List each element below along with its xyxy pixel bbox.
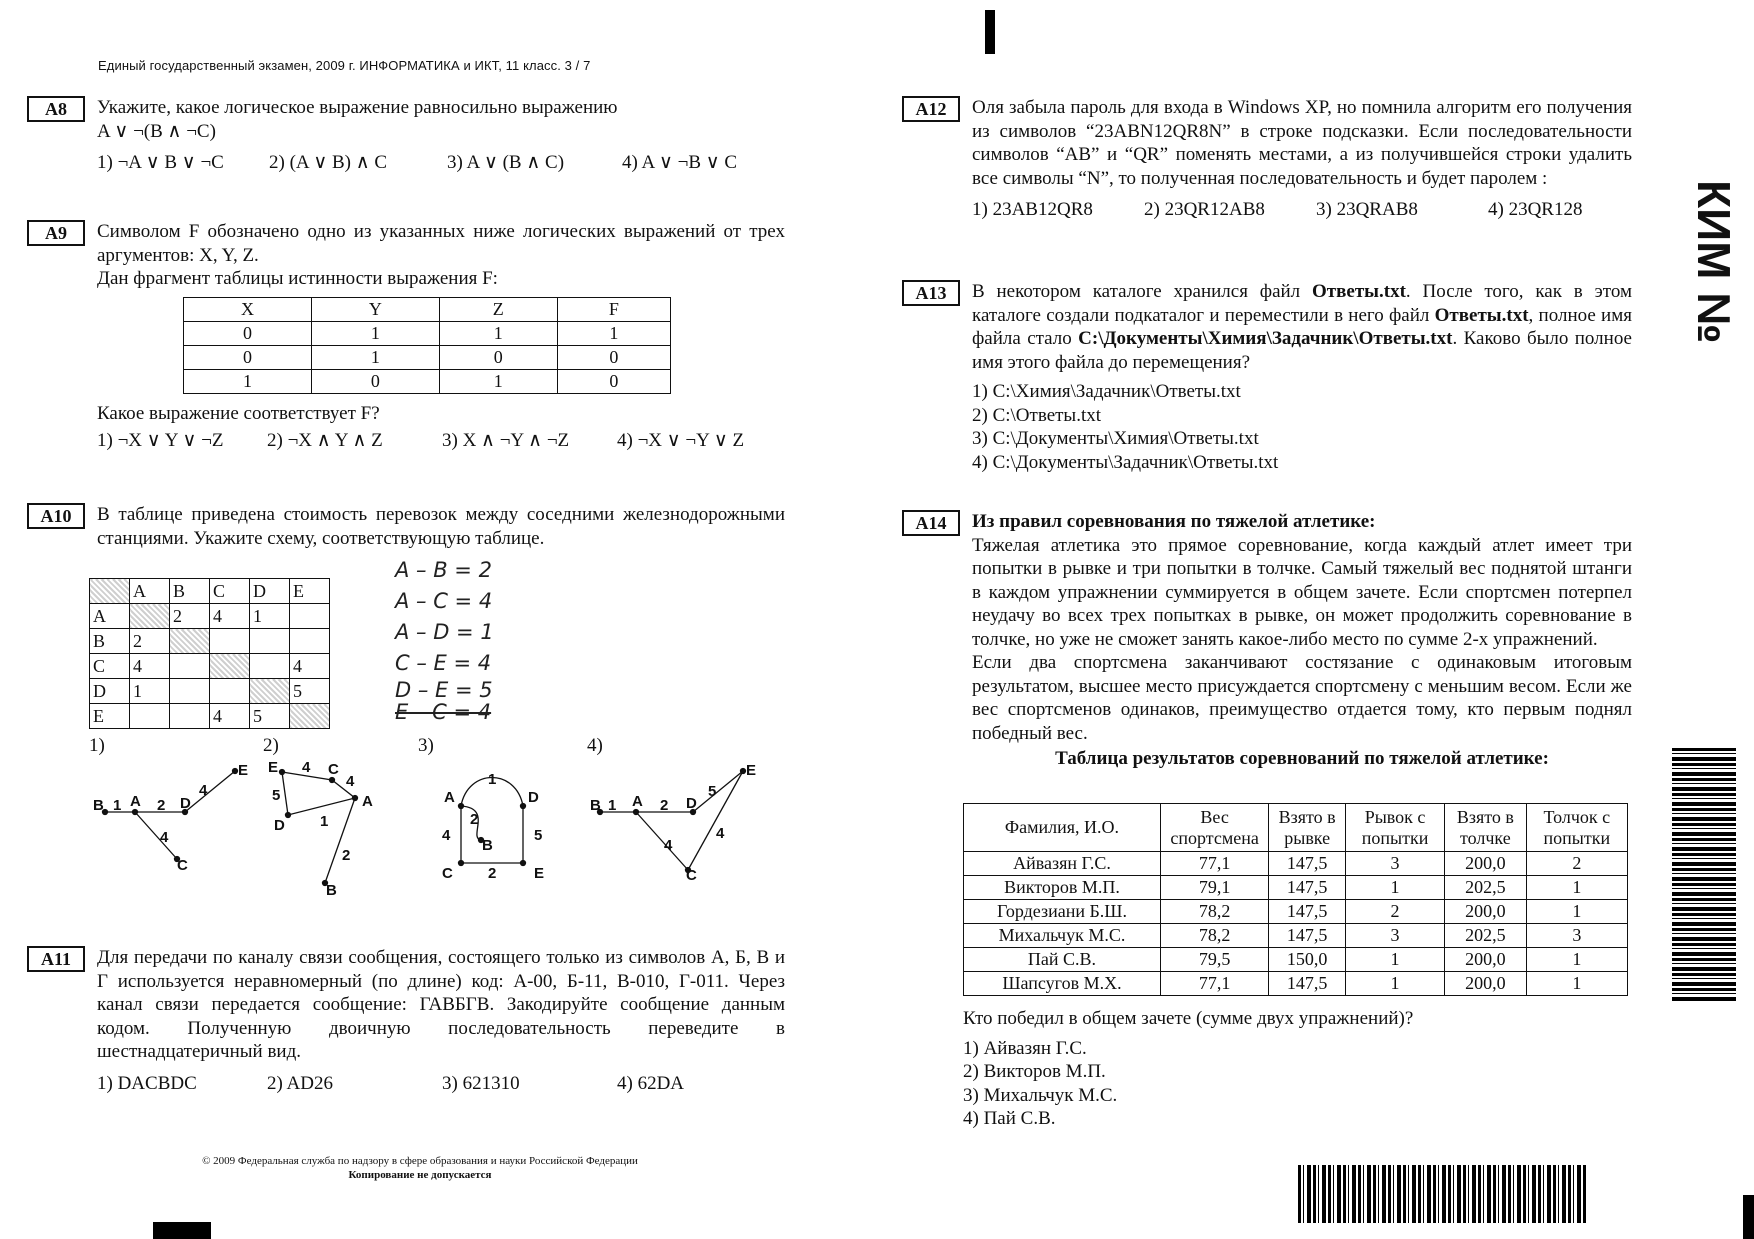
- table-cell: 1: [557, 321, 670, 345]
- svg-text:A: A: [444, 789, 455, 806]
- svg-text:E: E: [746, 762, 757, 779]
- table-cell: [250, 654, 290, 679]
- task-label: A9: [27, 220, 85, 246]
- task-label: A11: [27, 946, 85, 972]
- table-cell: 1: [439, 321, 557, 345]
- task-title: Из правил соревнования по тяжелой атлетике:: [972, 511, 1376, 532]
- svg-text:4: 4: [442, 827, 451, 844]
- table-row: [184, 345, 671, 369]
- table-cell: 2: [170, 604, 210, 629]
- table-cell: [130, 604, 170, 629]
- table-cell: A: [90, 604, 130, 629]
- table-header-cell: A: [130, 579, 170, 604]
- table-cell: 147,5: [1269, 924, 1346, 948]
- svg-text:1: 1: [488, 771, 497, 788]
- truth-table: [183, 297, 671, 394]
- table-cell: 3: [1346, 852, 1445, 876]
- page-footer: [150, 1155, 690, 1182]
- handwritten-notes: [395, 555, 494, 723]
- option-1[interactable]: 1) ¬X ∨ Y ∨ ¬Z: [97, 430, 224, 452]
- table-cell: 1: [250, 604, 290, 629]
- option-3[interactable]: 3) Михальчук М.С.: [963, 1084, 1118, 1106]
- table-cell: D: [90, 679, 130, 704]
- table-cell: 200,0: [1445, 948, 1527, 972]
- task-text: Укажите, какое логическое выражение равносильно выражению: [97, 97, 618, 118]
- svg-text:A: A: [632, 793, 643, 810]
- svg-text:E: E: [534, 865, 545, 882]
- table-header-cell: Взято в толчке: [1445, 804, 1527, 852]
- svg-text:C: C: [177, 857, 188, 874]
- task-label: A13: [902, 280, 960, 306]
- graph-option-3[interactable]: [438, 768, 558, 883]
- table-cell: 4: [290, 654, 330, 679]
- table-cell: 3: [1346, 924, 1445, 948]
- table-cell: Айвазян Г.С.: [964, 852, 1161, 876]
- option-1[interactable]: 1) 23AB12QR8: [972, 199, 1093, 221]
- option-label[interactable]: 1): [89, 735, 105, 756]
- table-cell: 78,2: [1161, 924, 1269, 948]
- svg-text:C: C: [686, 867, 697, 880]
- table-header-cell: E: [290, 579, 330, 604]
- table-header-cell: Взято в рывке: [1269, 804, 1346, 852]
- table-row: [964, 852, 1628, 876]
- table-cell: 200,0: [1445, 852, 1527, 876]
- svg-text:B: B: [326, 882, 337, 895]
- handwritten-note: E – C = 4: [395, 700, 492, 724]
- handwritten-note: A – D = 1: [395, 620, 494, 644]
- option-4[interactable]: 4) A ∨ ¬B ∨ C: [622, 152, 738, 174]
- task-expression: A ∨ ¬(B ∧ ¬C): [97, 120, 216, 142]
- table-title: Таблица результатов соревнований по тяжелой атлетике:: [1055, 748, 1549, 770]
- table-cell: 2: [1346, 900, 1445, 924]
- table-cell: Викторов М.П.: [964, 876, 1161, 900]
- task-text: В таблице приведена стоимость перевозок между соседними железнодорожными станциями. Укажите схему, соответствующую таблице.: [97, 504, 785, 549]
- svg-text:2: 2: [342, 847, 351, 864]
- table-cell: [130, 704, 170, 729]
- table-cell: 1: [184, 369, 312, 393]
- option-4[interactable]: 4) ¬X ∨ ¬Y ∨ Z: [617, 430, 745, 452]
- table-cell: 147,5: [1269, 900, 1346, 924]
- task-text: Тяжелая атлетика это прямое соревнование, когда каждый атлет имеет три попытки в рывке и три попытки в толчке. Самый тяжелый вес поднятой штанги в каждом упражнении суммируется в общем зачете. Если спортсмен потерпел неудачу во всех трех попытках в рывке, он может продолжить соревнование в толчке, но уже не сможет занять какое-либо место по сумме 2-х упражнений.: [972, 534, 1632, 650]
- option-1[interactable]: 1) Айвазян Г.С.: [963, 1037, 1087, 1059]
- barcode-vertical: [1672, 748, 1736, 1002]
- table-cell: 4: [210, 704, 250, 729]
- table-cell: 77,1: [1161, 972, 1269, 996]
- svg-text:A: A: [130, 793, 141, 810]
- option-2[interactable]: 2) Викторов М.П.: [963, 1061, 1106, 1083]
- table-cell: Шапсугов М.Х.: [964, 972, 1161, 996]
- table-cell: [170, 679, 210, 704]
- task-label: A14: [902, 510, 960, 536]
- table-row: [90, 629, 330, 654]
- table-cell: 1: [1346, 876, 1445, 900]
- graph-option-1[interactable]: [85, 760, 255, 875]
- task-a14-question: [963, 1007, 1623, 1131]
- registration-mark-top: [985, 10, 995, 54]
- table-header-cell: D: [250, 579, 290, 604]
- table-cell: 147,5: [1269, 852, 1346, 876]
- table-header-cell: C: [210, 579, 250, 604]
- option-label[interactable]: 4): [587, 735, 603, 756]
- table-header-cell: Z: [439, 297, 557, 321]
- table-cell: [210, 679, 250, 704]
- table-cell: 202,5: [1445, 876, 1527, 900]
- svg-text:2: 2: [488, 865, 497, 882]
- table-cell: [210, 629, 250, 654]
- svg-text:2: 2: [157, 797, 166, 814]
- table-cell: 78,2: [1161, 900, 1269, 924]
- svg-text:4: 4: [199, 782, 208, 799]
- svg-text:D: D: [528, 789, 539, 806]
- page-header: Единый государственный экзамен, 2009 г. ИНФОРМАТИКА и ИКТ, 11 класс. 3 / 7: [98, 58, 591, 73]
- task-label: A12: [902, 96, 960, 122]
- table-cell: 5: [290, 679, 330, 704]
- handwritten-note: A – C = 4: [395, 589, 493, 613]
- table-cell: 200,0: [1445, 900, 1527, 924]
- task-text-2: Дан фрагмент таблицы истинности выражения F:: [97, 268, 498, 290]
- table-cell: Михальчук М.С.: [964, 924, 1161, 948]
- handwritten-note: D – E = 5: [395, 678, 493, 702]
- table-header-row: [184, 297, 671, 321]
- table-cell: Гордезиани Б.Ш.: [964, 900, 1161, 924]
- option-2[interactable]: 2) 23QR12AB8: [1144, 199, 1265, 221]
- task-question: Какое выражение соответствует F?: [97, 402, 380, 424]
- option-4[interactable]: 4) 23QR128: [1488, 199, 1583, 221]
- svg-text:2: 2: [470, 811, 479, 828]
- table-cell: 3: [1526, 924, 1627, 948]
- table-cell: 147,5: [1269, 876, 1346, 900]
- table-cell: 79,1: [1161, 876, 1269, 900]
- svg-text:4: 4: [346, 773, 355, 790]
- results-table: [963, 803, 1628, 996]
- table-cell: 5: [250, 704, 290, 729]
- table-row: [90, 604, 330, 629]
- table-cell: [170, 629, 210, 654]
- footer-copyright: © 2009 Федеральная служба по надзору в сфере образования и науки Российской Федерации: [202, 1155, 638, 1167]
- table-cell: 1: [1526, 972, 1627, 996]
- table-cell: [170, 704, 210, 729]
- table-cell: 0: [184, 321, 312, 345]
- task-question: Кто победил в общем зачете (сумме двух упражнений)?: [963, 1008, 1414, 1029]
- table-header-cell: Y: [311, 297, 439, 321]
- svg-text:1: 1: [608, 797, 617, 814]
- table-cell: 1: [439, 369, 557, 393]
- svg-text:E: E: [238, 762, 249, 779]
- table-cell: 0: [557, 369, 670, 393]
- table-row: [964, 948, 1628, 972]
- svg-text:E: E: [268, 760, 279, 776]
- file-name: Ответы.txt: [1434, 304, 1529, 326]
- svg-text:1: 1: [113, 797, 122, 814]
- table-cell: [250, 679, 290, 704]
- table-header-cell: X: [184, 297, 312, 321]
- table-cell: 0: [311, 369, 439, 393]
- table-cell: 2: [1526, 852, 1627, 876]
- table-header-cell: Толчок с попытки: [1526, 804, 1627, 852]
- svg-text:A: A: [362, 793, 373, 810]
- table-row: [90, 679, 330, 704]
- option-label[interactable]: 2): [263, 735, 279, 756]
- task-text: [972, 280, 1632, 374]
- svg-text:B: B: [93, 797, 104, 814]
- table-row: [90, 704, 330, 729]
- table-cell: 1: [1526, 876, 1627, 900]
- svg-text:2: 2: [660, 797, 669, 814]
- option-1[interactable]: 1) ¬A ∨ B ∨ ¬C: [97, 152, 224, 174]
- task-text: Символом F обозначено одно из указанных ниже логических выражений от трех аргументов: X, Y, Z.: [97, 221, 785, 266]
- option-3[interactable]: 3) A ∨ (B ∧ C): [447, 152, 565, 174]
- table-header-row: [90, 579, 330, 604]
- table-cell: 4: [210, 604, 250, 629]
- text-part: . После того, как в этом каталоге создали подкаталог и переместили в него файл: [972, 281, 1632, 326]
- table-cell: B: [90, 629, 130, 654]
- option-1[interactable]: 1) C:\Химия\Задачник\Ответы.txt: [972, 381, 1241, 403]
- svg-text:B: B: [482, 837, 493, 854]
- svg-text:C: C: [328, 761, 339, 778]
- option-2[interactable]: 2) ¬X ∧ Y ∧ Z: [267, 430, 383, 452]
- option-3[interactable]: 3) 621310: [442, 1072, 520, 1094]
- svg-text:4: 4: [664, 837, 673, 854]
- table-cell: 1: [1526, 900, 1627, 924]
- option-2[interactable]: 2) AD26: [267, 1072, 333, 1094]
- svg-text:D: D: [686, 795, 697, 812]
- table-cell: [290, 629, 330, 654]
- option-2[interactable]: 2) C:\Ответы.txt: [972, 404, 1102, 426]
- table-header-row: [964, 804, 1628, 852]
- table-cell: 147,5: [1269, 972, 1346, 996]
- svg-text:D: D: [274, 817, 285, 834]
- option-4[interactable]: 4) Пай С.В.: [963, 1108, 1056, 1130]
- task-text: Для передачи по каналу связи сообщения, состоящего только из символов А, Б, В и Г используется неравномерный (по длине) код: А-00, Б-11, В-010, Г-011. Через канал связи передается сообщение: ГАВБГВ. Закодируйте сообщение данным кодом. Полученную двоичную последовательность переведите в шестнадцатеричный вид.: [97, 947, 785, 1063]
- option-3[interactable]: 3) X ∧ ¬Y ∧ ¬Z: [442, 430, 570, 452]
- table-cell: 1: [311, 321, 439, 345]
- table-cell: C: [90, 654, 130, 679]
- table-cell: 1: [130, 679, 170, 704]
- registration-mark-corner: [1743, 1195, 1754, 1239]
- table-cell: 79,5: [1161, 948, 1269, 972]
- option-3[interactable]: 3) 23QRAB8: [1316, 199, 1418, 221]
- table-cell: [290, 604, 330, 629]
- table-cell: [210, 654, 250, 679]
- svg-text:C: C: [442, 865, 453, 882]
- table-cell: [170, 654, 210, 679]
- kim-label: КИМ №: [1688, 180, 1740, 344]
- handwritten-note: C – E = 4: [395, 651, 492, 675]
- svg-text:D: D: [180, 795, 191, 812]
- cost-table: [89, 578, 330, 729]
- table-row: [184, 369, 671, 393]
- table-cell: 1: [1526, 948, 1627, 972]
- table-cell: 202,5: [1445, 924, 1527, 948]
- option-label[interactable]: 3): [418, 735, 434, 756]
- graph-option-2[interactable]: [260, 760, 385, 895]
- table-row: [964, 924, 1628, 948]
- table-cell: [250, 629, 290, 654]
- file-path: C:\Документы\Химия\Задачник\Ответы.txt: [1078, 328, 1453, 350]
- table-cell: 77,1: [1161, 852, 1269, 876]
- table-header-cell: B: [170, 579, 210, 604]
- table-cell: 0: [184, 345, 312, 369]
- handwritten-note: A – B = 2: [395, 558, 492, 582]
- table-cell: 1: [1346, 948, 1445, 972]
- table-header-cell: Фамилия, И.О.: [964, 804, 1161, 852]
- svg-text:5: 5: [708, 783, 717, 800]
- svg-text:5: 5: [534, 827, 543, 844]
- text-part: . Каково было полное имя этого файла до перемещения?: [972, 328, 1632, 373]
- svg-text:B: B: [590, 797, 601, 814]
- option-2[interactable]: 2) (A ∨ B) ∧ C: [269, 152, 388, 174]
- table-row: [184, 321, 671, 345]
- table-row: [90, 654, 330, 679]
- graph-option-4[interactable]: [588, 760, 758, 880]
- footer-copy-notice: Копирование не допускается: [348, 1168, 492, 1181]
- table-cell: 4: [130, 654, 170, 679]
- option-3[interactable]: 3) C:\Документы\Химия\Ответы.txt: [972, 428, 1259, 450]
- table-cell: [290, 704, 330, 729]
- table-cell: 0: [557, 345, 670, 369]
- option-4[interactable]: 4) C:\Документы\Задачник\Ответы.txt: [972, 451, 1279, 473]
- svg-text:4: 4: [302, 760, 311, 776]
- task-text-2: Если два спортсмена заканчивают состязание с одинаковым итоговым результатом, высшее место присуждается спортсмену с меньшим весом. Если же вес спортсменов одинаков, преимущество отдается тому, кто первым поднял победный вес.: [972, 652, 1632, 744]
- table-row: [964, 972, 1628, 996]
- task-text: Оля забыла пароль для входа в Windows XP, но помнила алгоритм его получения из символов “23ABN12QR8N” в строке подсказки. Если последовательности символов “AB” и “QR” поменять местами, а из получившейся строки удалить все символы “N”, то полученная последовательность и будет паролем :: [972, 97, 1632, 189]
- table-header-cell: Вес спортсмена: [1161, 804, 1269, 852]
- text-part: В некотором каталоге хранился файл: [972, 281, 1313, 302]
- table-cell: 200,0: [1445, 972, 1527, 996]
- table-corner-cell: [90, 579, 130, 604]
- table-row: [964, 900, 1628, 924]
- table-cell: Пай С.В.: [964, 948, 1161, 972]
- table-cell: 0: [439, 345, 557, 369]
- file-name: Ответы.txt: [1312, 281, 1406, 302]
- table-row: [964, 876, 1628, 900]
- table-header-cell: F: [557, 297, 670, 321]
- table-cell: 1: [1346, 972, 1445, 996]
- table-cell: 2: [130, 629, 170, 654]
- table-header-cell: Рывок с попытки: [1346, 804, 1445, 852]
- task-label: A8: [27, 96, 85, 122]
- svg-text:4: 4: [160, 829, 169, 846]
- option-1[interactable]: 1) DACBDC: [97, 1072, 197, 1094]
- svg-text:5: 5: [272, 787, 281, 804]
- svg-text:1: 1: [320, 813, 329, 830]
- table-cell: 150,0: [1269, 948, 1346, 972]
- table-cell: E: [90, 704, 130, 729]
- svg-text:4: 4: [716, 825, 725, 842]
- barcode-horizontal: [1298, 1165, 1586, 1223]
- task-label: A10: [27, 503, 85, 529]
- option-4[interactable]: 4) 62DA: [617, 1072, 685, 1094]
- text-part: , полное имя файла стало: [972, 304, 1632, 350]
- registration-mark-bottom: [153, 1222, 211, 1239]
- table-cell: 1: [311, 345, 439, 369]
